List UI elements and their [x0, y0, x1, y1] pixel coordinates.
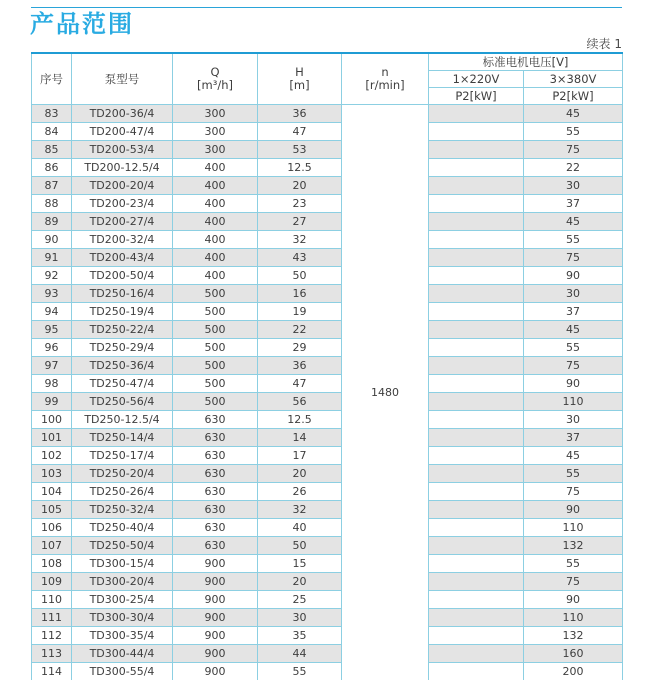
table-body — [32, 105, 623, 680]
flow-rate-cell: 500 — [173, 375, 258, 393]
pump-model-cell: TD200-32/4 — [72, 231, 173, 249]
p2-220v-cell — [429, 591, 524, 609]
table-row — [32, 393, 623, 411]
table-row — [32, 609, 623, 627]
p2-380v-cell: 90 — [524, 501, 623, 519]
p2-380v-cell: 55 — [524, 231, 623, 249]
table-row — [32, 303, 623, 321]
head-value-cell: 32 — [258, 501, 342, 519]
p2-220v-cell — [429, 483, 524, 501]
pump-model-cell: TD250-47/4 — [72, 375, 173, 393]
pump-model-cell: TD300-15/4 — [72, 555, 173, 573]
p2-380v-cell: 22 — [524, 159, 623, 177]
p2-220v-cell — [429, 609, 524, 627]
p2-220v-cell — [429, 339, 524, 357]
header-speed-symbol: n — [381, 65, 389, 79]
header-col-flow — [173, 53, 258, 105]
p2-380v-cell: 75 — [524, 249, 623, 267]
pump-model-cell: TD200-12.5/4 — [72, 159, 173, 177]
head-value-cell: 56 — [258, 393, 342, 411]
pump-model-cell: TD200-27/4 — [72, 213, 173, 231]
pump-model-cell: TD300-35/4 — [72, 627, 173, 645]
pump-model-cell: TD250-19/4 — [72, 303, 173, 321]
table-row — [32, 429, 623, 447]
header-voltage-220: 1×220V — [429, 71, 524, 88]
p2-380v-cell: 45 — [524, 321, 623, 339]
flow-rate-cell: 630 — [173, 537, 258, 555]
head-value-cell: 47 — [258, 375, 342, 393]
p2-220v-cell — [429, 645, 524, 663]
pump-model-cell: TD250-12.5/4 — [72, 411, 173, 429]
row-number-cell: 87 — [32, 177, 72, 195]
p2-220v-cell — [429, 519, 524, 537]
p2-220v-cell — [429, 375, 524, 393]
head-value-cell: 29 — [258, 339, 342, 357]
pump-model-cell: TD250-20/4 — [72, 465, 173, 483]
flow-rate-cell: 630 — [173, 519, 258, 537]
p2-220v-cell — [429, 267, 524, 285]
pump-model-cell: TD300-30/4 — [72, 609, 173, 627]
p2-220v-cell — [429, 537, 524, 555]
row-number-cell: 113 — [32, 645, 72, 663]
flow-rate-cell: 900 — [173, 591, 258, 609]
table-row — [32, 483, 623, 501]
flow-rate-cell: 400 — [173, 195, 258, 213]
table-row — [32, 411, 623, 429]
p2-380v-cell: 55 — [524, 555, 623, 573]
head-value-cell: 53 — [258, 141, 342, 159]
table-row — [32, 159, 623, 177]
p2-220v-cell — [429, 411, 524, 429]
pump-model-cell: TD300-20/4 — [72, 573, 173, 591]
head-value-cell: 36 — [258, 357, 342, 375]
p2-380v-cell: 75 — [524, 357, 623, 375]
pump-model-cell: TD250-36/4 — [72, 357, 173, 375]
head-value-cell: 23 — [258, 195, 342, 213]
flow-rate-cell: 400 — [173, 267, 258, 285]
p2-220v-cell — [429, 663, 524, 680]
header-head-unit: [m] — [289, 78, 310, 92]
row-number-cell: 90 — [32, 231, 72, 249]
head-value-cell: 14 — [258, 429, 342, 447]
p2-380v-cell: 30 — [524, 177, 623, 195]
flow-rate-cell: 500 — [173, 303, 258, 321]
p2-220v-cell — [429, 213, 524, 231]
pump-model-cell: TD250-17/4 — [72, 447, 173, 465]
p2-220v-cell — [429, 627, 524, 645]
header-p2-220: P2[kW] — [429, 88, 524, 105]
header-col-head — [258, 53, 342, 105]
p2-220v-cell — [429, 501, 524, 519]
row-number-cell: 88 — [32, 195, 72, 213]
pump-model-cell: TD200-43/4 — [72, 249, 173, 267]
p2-380v-cell: 45 — [524, 213, 623, 231]
row-number-cell: 85 — [32, 141, 72, 159]
table-row — [32, 267, 623, 285]
p2-380v-cell: 160 — [524, 645, 623, 663]
head-value-cell: 12.5 — [258, 411, 342, 429]
table-row — [32, 357, 623, 375]
head-value-cell: 35 — [258, 627, 342, 645]
table-row — [32, 195, 623, 213]
flow-rate-cell: 500 — [173, 285, 258, 303]
page-title: 产品范围 — [30, 10, 134, 38]
header-p2-380: P2[kW] — [524, 88, 623, 105]
head-value-cell: 50 — [258, 267, 342, 285]
head-value-cell: 27 — [258, 213, 342, 231]
head-value-cell: 43 — [258, 249, 342, 267]
row-number-cell: 108 — [32, 555, 72, 573]
row-number-cell: 91 — [32, 249, 72, 267]
row-number-cell: 97 — [32, 357, 72, 375]
p2-220v-cell — [429, 123, 524, 141]
pump-model-cell: TD250-14/4 — [72, 429, 173, 447]
header-flow-symbol: Q — [210, 65, 220, 79]
header-voltage-380: 3×380V — [524, 71, 623, 88]
p2-380v-cell: 45 — [524, 447, 623, 465]
p2-380v-cell: 132 — [524, 537, 623, 555]
pump-model-cell: TD300-25/4 — [72, 591, 173, 609]
row-number-cell: 94 — [32, 303, 72, 321]
table-row — [32, 141, 623, 159]
p2-220v-cell — [429, 249, 524, 267]
row-number-cell: 111 — [32, 609, 72, 627]
head-value-cell: 20 — [258, 573, 342, 591]
head-value-cell: 20 — [258, 177, 342, 195]
p2-220v-cell — [429, 285, 524, 303]
continuation-note: 续表 1 — [586, 37, 622, 51]
row-number-cell: 86 — [32, 159, 72, 177]
p2-220v-cell — [429, 195, 524, 213]
pump-model-cell: TD200-53/4 — [72, 141, 173, 159]
row-number-cell: 109 — [32, 573, 72, 591]
head-value-cell: 32 — [258, 231, 342, 249]
flow-rate-cell: 900 — [173, 573, 258, 591]
p2-380v-cell: 75 — [524, 483, 623, 501]
table-row — [32, 645, 623, 663]
row-number-cell: 107 — [32, 537, 72, 555]
p2-380v-cell: 30 — [524, 285, 623, 303]
p2-380v-cell: 45 — [524, 105, 623, 123]
head-value-cell: 47 — [258, 123, 342, 141]
p2-380v-cell: 37 — [524, 195, 623, 213]
table-row — [32, 213, 623, 231]
row-number-cell: 114 — [32, 663, 72, 680]
head-value-cell: 26 — [258, 483, 342, 501]
p2-220v-cell — [429, 429, 524, 447]
pump-model-cell: TD300-44/4 — [72, 645, 173, 663]
flow-rate-cell: 300 — [173, 123, 258, 141]
row-number-cell: 95 — [32, 321, 72, 339]
head-value-cell: 50 — [258, 537, 342, 555]
flow-rate-cell: 630 — [173, 447, 258, 465]
head-value-cell: 15 — [258, 555, 342, 573]
table-row — [32, 537, 623, 555]
header-col-speed — [342, 53, 429, 105]
pump-model-cell: TD200-36/4 — [72, 105, 173, 123]
p2-220v-cell — [429, 393, 524, 411]
header-row-1 — [32, 53, 623, 71]
p2-220v-cell — [429, 105, 524, 123]
row-number-cell: 93 — [32, 285, 72, 303]
flow-rate-cell: 630 — [173, 501, 258, 519]
flow-rate-cell: 900 — [173, 609, 258, 627]
header-col-model: 泵型号 — [72, 53, 173, 105]
table-row — [32, 321, 623, 339]
table-row — [32, 375, 623, 393]
row-number-cell: 89 — [32, 213, 72, 231]
row-number-cell: 98 — [32, 375, 72, 393]
flow-rate-cell: 900 — [173, 627, 258, 645]
head-value-cell: 25 — [258, 591, 342, 609]
row-number-cell: 110 — [32, 591, 72, 609]
header-col-index: 序号 — [32, 53, 72, 105]
product-range-table — [31, 52, 623, 680]
pump-model-cell: TD200-47/4 — [72, 123, 173, 141]
row-number-cell: 100 — [32, 411, 72, 429]
flow-rate-cell: 900 — [173, 663, 258, 680]
flow-rate-cell: 900 — [173, 645, 258, 663]
p2-380v-cell: 37 — [524, 303, 623, 321]
pump-model-cell: TD200-20/4 — [72, 177, 173, 195]
p2-380v-cell: 90 — [524, 267, 623, 285]
flow-rate-cell: 500 — [173, 393, 258, 411]
pump-model-cell: TD200-50/4 — [72, 267, 173, 285]
flow-rate-cell: 630 — [173, 483, 258, 501]
flow-rate-cell: 400 — [173, 231, 258, 249]
flow-rate-cell: 500 — [173, 339, 258, 357]
head-value-cell: 36 — [258, 105, 342, 123]
flow-rate-cell: 500 — [173, 321, 258, 339]
row-number-cell: 105 — [32, 501, 72, 519]
row-number-cell: 99 — [32, 393, 72, 411]
p2-380v-cell: 200 — [524, 663, 623, 680]
flow-rate-cell: 400 — [173, 213, 258, 231]
flow-rate-cell: 400 — [173, 177, 258, 195]
flow-rate-cell: 630 — [173, 465, 258, 483]
pump-model-cell: TD250-22/4 — [72, 321, 173, 339]
p2-220v-cell — [429, 555, 524, 573]
row-number-cell: 103 — [32, 465, 72, 483]
flow-rate-cell: 900 — [173, 555, 258, 573]
row-number-cell: 84 — [32, 123, 72, 141]
p2-380v-cell: 75 — [524, 141, 623, 159]
flow-rate-cell: 400 — [173, 159, 258, 177]
p2-220v-cell — [429, 303, 524, 321]
table-row — [32, 249, 623, 267]
header-voltage-group: 标准电机电压[V] — [429, 53, 623, 71]
p2-380v-cell: 132 — [524, 627, 623, 645]
p2-220v-cell — [429, 141, 524, 159]
table-row — [32, 177, 623, 195]
table-row — [32, 447, 623, 465]
header-speed-unit: [r/min] — [365, 78, 405, 92]
pump-model-cell: TD250-29/4 — [72, 339, 173, 357]
p2-220v-cell — [429, 357, 524, 375]
table-row — [32, 105, 623, 123]
p2-380v-cell: 110 — [524, 609, 623, 627]
table-row — [32, 519, 623, 537]
table-row — [32, 627, 623, 645]
pump-model-cell: TD250-32/4 — [72, 501, 173, 519]
head-value-cell: 44 — [258, 645, 342, 663]
row-number-cell: 102 — [32, 447, 72, 465]
flow-rate-cell: 300 — [173, 105, 258, 123]
table-row — [32, 339, 623, 357]
p2-380v-cell: 75 — [524, 573, 623, 591]
pump-model-cell: TD250-40/4 — [72, 519, 173, 537]
head-value-cell: 55 — [258, 663, 342, 680]
row-number-cell: 106 — [32, 519, 72, 537]
row-number-cell: 104 — [32, 483, 72, 501]
head-value-cell: 22 — [258, 321, 342, 339]
p2-380v-cell: 110 — [524, 519, 623, 537]
p2-380v-cell: 55 — [524, 339, 623, 357]
head-value-cell: 16 — [258, 285, 342, 303]
table-row — [32, 663, 623, 680]
flow-rate-cell: 400 — [173, 249, 258, 267]
header-head-symbol: H — [295, 65, 304, 79]
pump-model-cell: TD250-50/4 — [72, 537, 173, 555]
table-row — [32, 231, 623, 249]
p2-220v-cell — [429, 159, 524, 177]
p2-380v-cell: 37 — [524, 429, 623, 447]
table-row — [32, 123, 623, 141]
flow-rate-cell: 630 — [173, 411, 258, 429]
row-number-cell: 101 — [32, 429, 72, 447]
pump-model-cell: TD250-26/4 — [72, 483, 173, 501]
table-row — [32, 591, 623, 609]
table-row — [32, 573, 623, 591]
table-row — [32, 465, 623, 483]
p2-380v-cell: 55 — [524, 465, 623, 483]
flow-rate-cell: 500 — [173, 357, 258, 375]
flow-rate-cell: 630 — [173, 429, 258, 447]
head-value-cell: 20 — [258, 465, 342, 483]
table-row — [32, 501, 623, 519]
pump-model-cell: TD300-55/4 — [72, 663, 173, 680]
head-value-cell: 30 — [258, 609, 342, 627]
p2-380v-cell: 90 — [524, 591, 623, 609]
row-number-cell: 92 — [32, 267, 72, 285]
pump-model-cell: TD250-56/4 — [72, 393, 173, 411]
row-number-cell: 83 — [32, 105, 72, 123]
head-value-cell: 40 — [258, 519, 342, 537]
p2-380v-cell: 90 — [524, 375, 623, 393]
p2-220v-cell — [429, 321, 524, 339]
head-value-cell: 17 — [258, 447, 342, 465]
head-value-cell: 12.5 — [258, 159, 342, 177]
p2-220v-cell — [429, 573, 524, 591]
top-divider-rule — [31, 7, 622, 8]
p2-220v-cell — [429, 177, 524, 195]
table-header — [32, 53, 623, 105]
p2-220v-cell — [429, 447, 524, 465]
p2-380v-cell: 30 — [524, 411, 623, 429]
header-flow-unit: [m³/h] — [197, 78, 233, 92]
row-number-cell: 112 — [32, 627, 72, 645]
p2-220v-cell — [429, 465, 524, 483]
p2-220v-cell — [429, 231, 524, 249]
table-row — [32, 555, 623, 573]
head-value-cell: 19 — [258, 303, 342, 321]
pump-model-cell: TD250-16/4 — [72, 285, 173, 303]
flow-rate-cell: 300 — [173, 141, 258, 159]
p2-380v-cell: 110 — [524, 393, 623, 411]
pump-model-cell: TD200-23/4 — [72, 195, 173, 213]
row-number-cell: 96 — [32, 339, 72, 357]
p2-380v-cell: 55 — [524, 123, 623, 141]
table-row — [32, 285, 623, 303]
speed-merged-cell: 1480 — [342, 105, 429, 680]
